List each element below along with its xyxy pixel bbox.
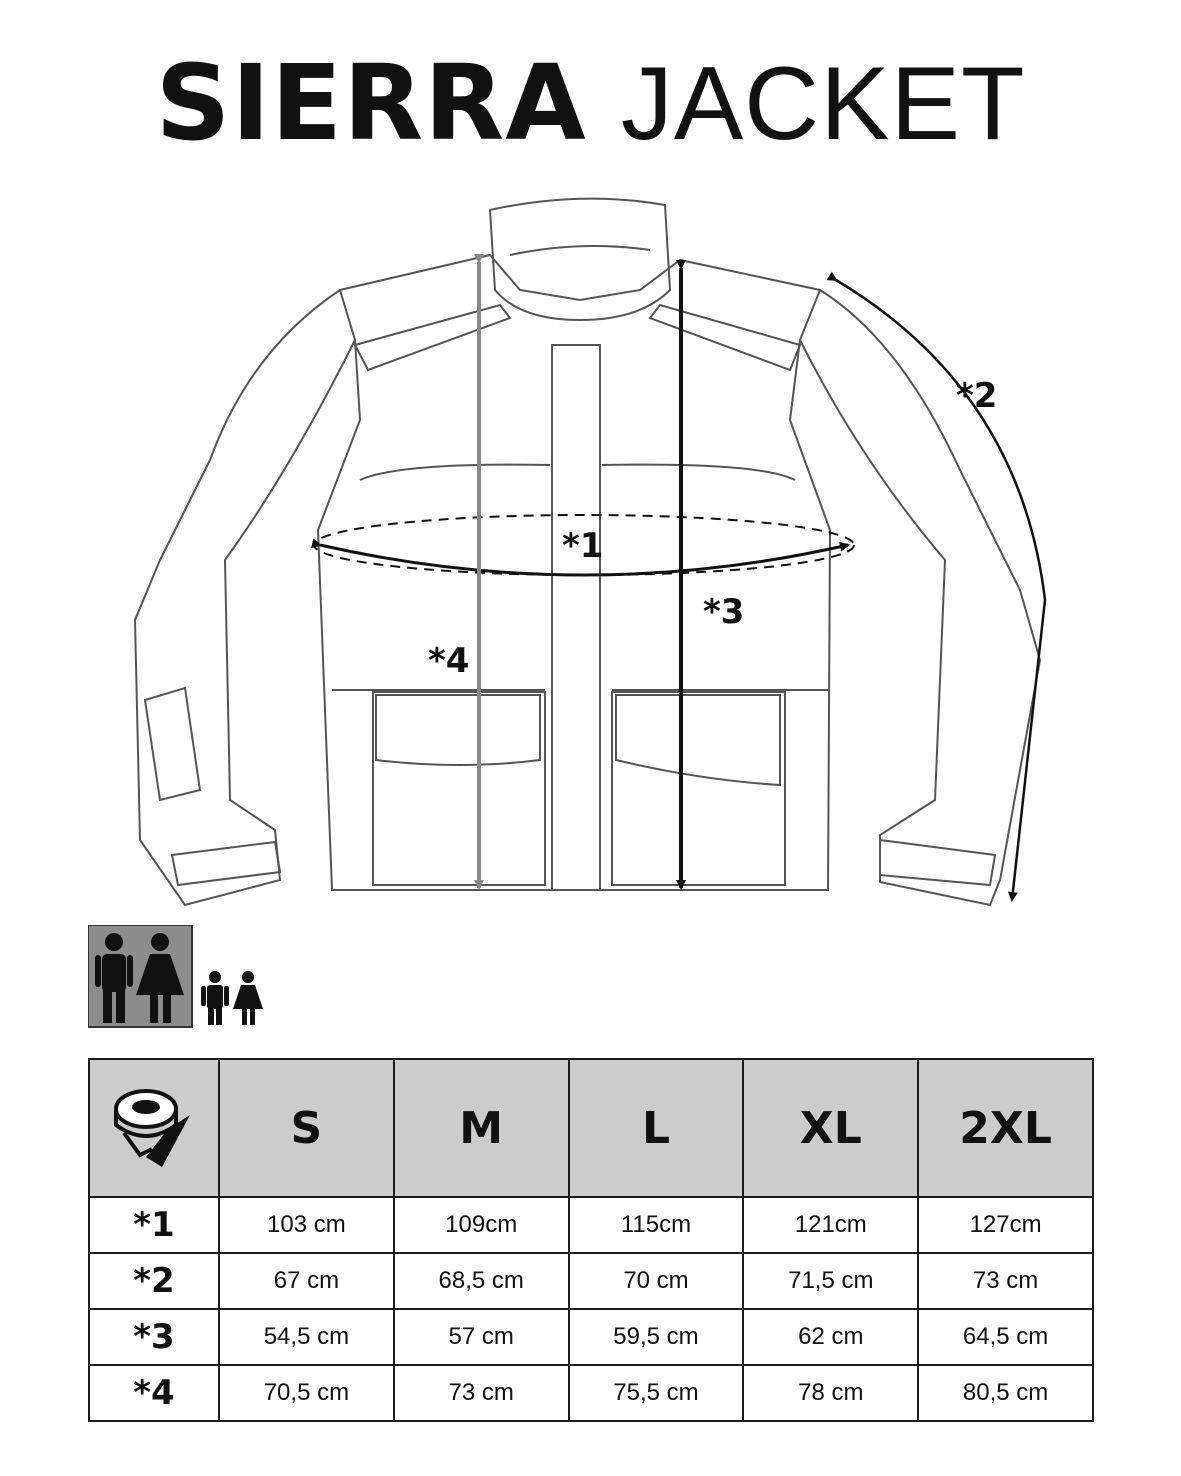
- table-cell: 80,5 cm: [918, 1365, 1093, 1421]
- table-cell: 127cm: [918, 1197, 1093, 1253]
- title-light: JACKET: [620, 46, 1026, 162]
- row-label: *1: [89, 1197, 219, 1253]
- tape-header-cell: [89, 1059, 219, 1197]
- table-cell: 73 cm: [918, 1253, 1093, 1309]
- size-header-row: [89, 1059, 1093, 1197]
- table-cell: 75,5 cm: [569, 1365, 744, 1421]
- size-header-2xl: 2XL: [918, 1059, 1093, 1197]
- jacket-diagram: [0, 180, 1181, 920]
- measure-label-4: *4: [428, 641, 470, 681]
- table-row: [89, 1253, 1093, 1309]
- size-table: [88, 1058, 1094, 1422]
- table-cell: 115cm: [569, 1197, 744, 1253]
- adult-man-woman-icon: [88, 925, 192, 1027]
- size-header-s: S: [219, 1059, 394, 1197]
- measure-label-3: *3: [703, 592, 745, 632]
- table-cell: 68,5 cm: [394, 1253, 569, 1309]
- measuring-tape-icon: [106, 1075, 202, 1171]
- table-cell: 70 cm: [569, 1253, 744, 1309]
- table-cell: 121cm: [743, 1197, 918, 1253]
- size-header-xl: XL: [743, 1059, 918, 1197]
- row-label: *4: [89, 1365, 219, 1421]
- table-row: [89, 1197, 1093, 1253]
- table-cell: 78 cm: [743, 1365, 918, 1421]
- table-cell: 67 cm: [219, 1253, 394, 1309]
- table-cell: 73 cm: [394, 1365, 569, 1421]
- measure-label-2: *2: [956, 376, 998, 416]
- page-title: [0, 38, 1181, 168]
- fit-icons: [88, 925, 268, 1030]
- child-boy-girl-icon: [201, 971, 263, 1025]
- size-header-l: L: [569, 1059, 744, 1197]
- table-cell: 54,5 cm: [219, 1309, 394, 1365]
- table-row: [89, 1365, 1093, 1421]
- row-label: *3: [89, 1309, 219, 1365]
- row-label: *2: [89, 1253, 219, 1309]
- table-cell: 62 cm: [743, 1309, 918, 1365]
- table-cell: 57 cm: [394, 1309, 569, 1365]
- table-cell: 70,5 cm: [219, 1365, 394, 1421]
- table-row: [89, 1309, 1093, 1365]
- table-cell: 59,5 cm: [569, 1309, 744, 1365]
- table-cell: 103 cm: [219, 1197, 394, 1253]
- table-cell: 64,5 cm: [918, 1309, 1093, 1365]
- table-cell: 109cm: [394, 1197, 569, 1253]
- size-header-m: M: [394, 1059, 569, 1197]
- table-cell: 71,5 cm: [743, 1253, 918, 1309]
- title-bold: SIERRA: [155, 42, 587, 164]
- measure-label-1: *1: [562, 526, 604, 566]
